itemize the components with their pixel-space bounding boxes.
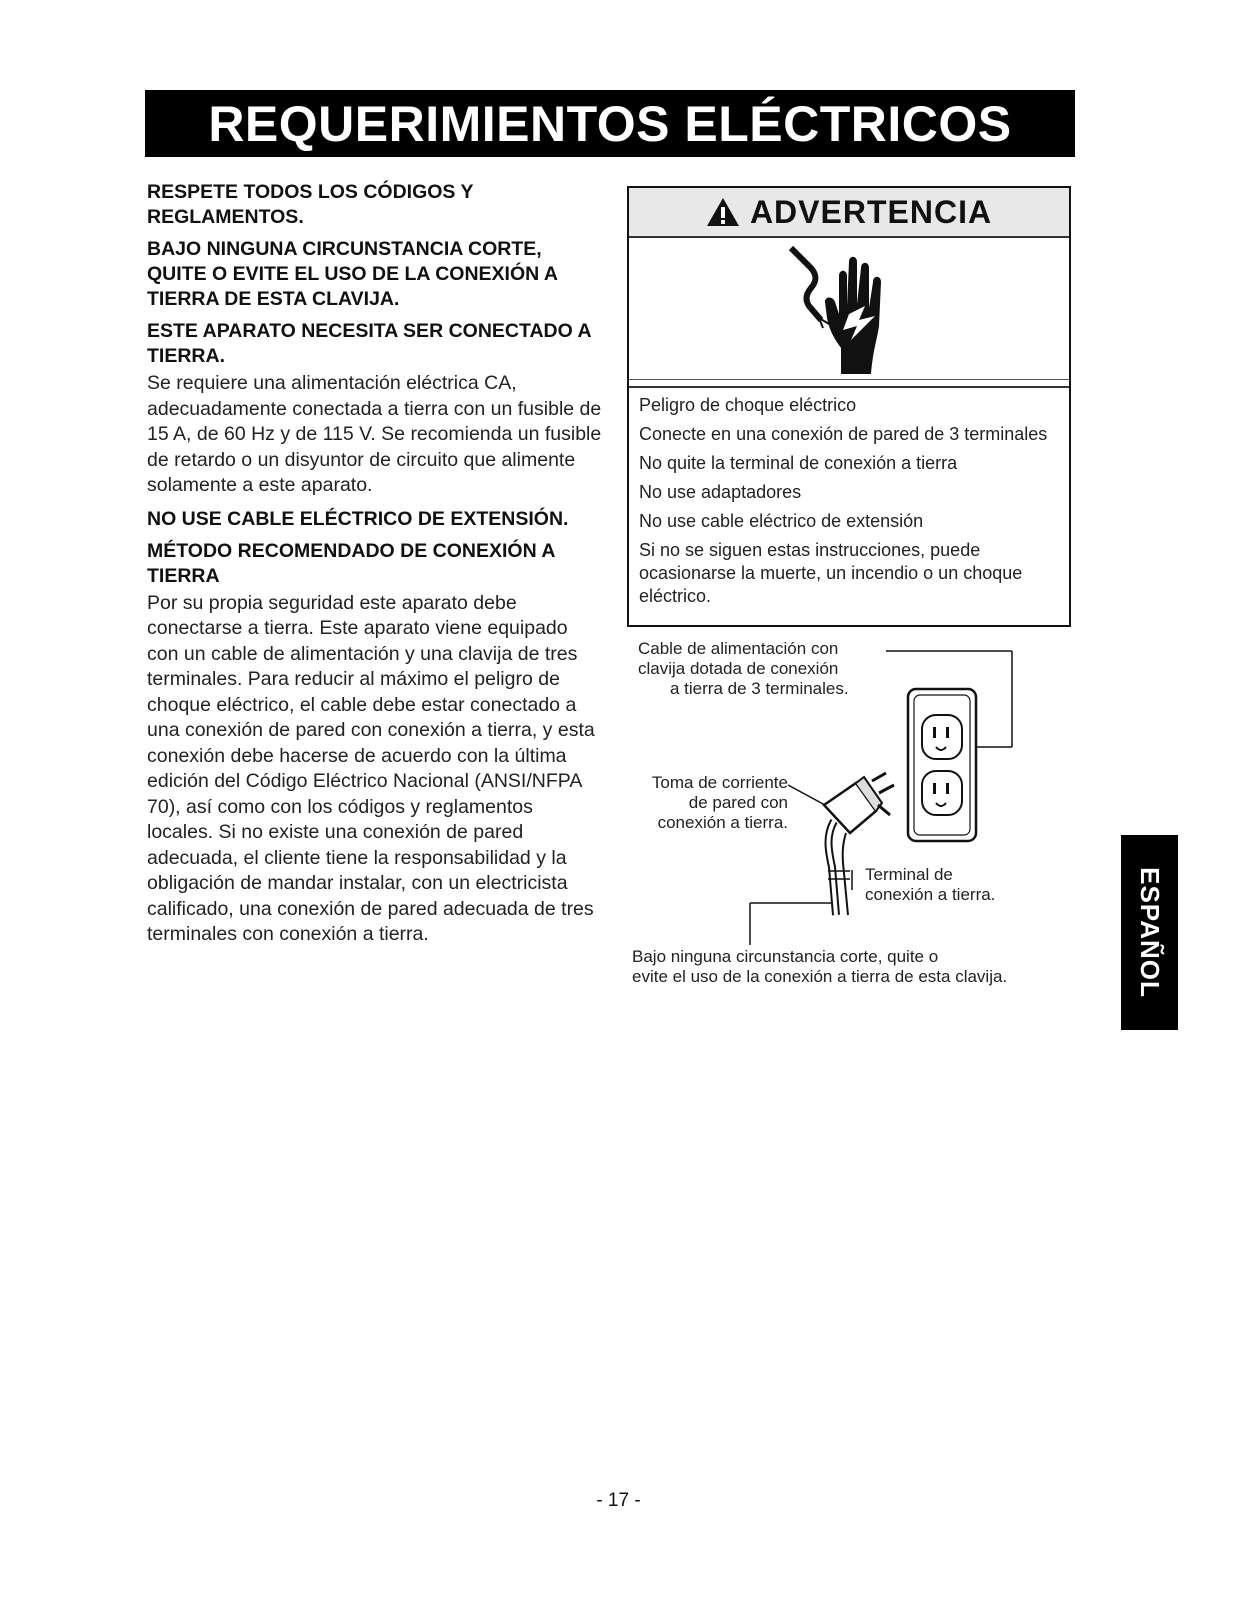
page-title-banner <box>145 90 1075 157</box>
page-title: REQUERIMIENTOS ELÉCTRICOS <box>208 95 1012 152</box>
language-tab <box>1121 835 1178 1030</box>
cable-label: Cable de alimentación con clavija dotada de conexión a tierra de 3 terminales. <box>638 639 849 698</box>
warning-item: No use adaptadores <box>639 482 802 502</box>
heading-needs-ground: ESTE APARATO NECESITA SER CONECTADO A TIERRA. <box>147 320 591 367</box>
warning-item: Si no se siguen estas instrucciones, puede ocasionarse la muerte, un incendio o un choque eléctrico. <box>639 540 1023 606</box>
electric-shock-hand-icon <box>777 244 927 379</box>
heading-ground-method: MÉTODO RECOMENDADO DE CONEXIÓN A TIERRA <box>147 539 555 587</box>
picture-divider <box>629 379 1069 380</box>
diagram-caption: Bajo ninguna circunstancia corte, quite o evite el uso de la conexión a tierra de esta clavija. <box>632 947 1008 986</box>
heading-no-extension: NO USE CABLE ELÉCTRICO DE EXTENSIÓN. <box>147 507 569 530</box>
warning-item: Conecte en una conexión de pared de 3 terminales <box>639 424 1048 444</box>
warning-list <box>629 388 1069 608</box>
warning-item: Peligro de choque eléctrico <box>639 395 857 415</box>
warning-triangle-icon <box>706 197 740 227</box>
paragraph-power-supply: Se requiere una alimentación eléctrica CA, adecuadamente conectada a tierra con un fusible de 15 A, de 60 Hz y de 115 V. Se recomienda un fusible de retardo o un disyuntor de circuito que alimente solamente a este aparato. <box>147 372 602 496</box>
grounding-diagram <box>620 635 1090 1000</box>
ground-terminal-label: Terminal de conexión a tierra. <box>865 865 996 904</box>
warning-item: No quite la terminal de conexión a tierra <box>639 453 958 473</box>
heading-codes: RESPETE TODOS LOS CÓDIGOS Y REGLAMENTOS. <box>147 181 474 228</box>
outlet-label: Toma de corriente de pared con conexión a tierra. <box>651 773 788 832</box>
heading-ground-warning: BAJO NINGUNA CIRCUNSTANCIA CORTE, QUITE O EVITE EL USO DE LA CONEXIÓN A TIERRA DE ESTA CLAVIJA. <box>147 238 558 310</box>
paragraph-ground-method: Por su propia seguridad este aparato debe conectarse a tierra. Este aparato viene equipado con un cable de alimentación y una clavija de tres terminales. Para reducir al máximo el peligro de choque eléctrico, el cable debe estar conectado a una conexión de pared con conexión a tierra, y esta conexión debe hacerse de acuerdo con la última edición del Código Eléctrico Nacional (ANSI/NFPA 70), así como con los códigos y reglamentos locales. Si no existe una conexión de pared adecuada, el cliente tiene la responsabilidad y la obligación de mandar instalar, con un electricista calificado, una conexión de pared adecuada de tres terminales con conexión a tierra. <box>147 591 595 945</box>
warning-title: ADVERTENCIA <box>749 193 993 230</box>
warning-box <box>627 186 1071 627</box>
page-number: - 17 - <box>596 1490 641 1511</box>
warning-item: No use cable eléctrico de extensión <box>639 511 924 531</box>
language-tab-label: ESPAÑOL <box>1135 867 1166 998</box>
shock-hazard-picture <box>629 238 1069 388</box>
instructions-column <box>147 180 602 956</box>
warning-header <box>629 188 1069 238</box>
